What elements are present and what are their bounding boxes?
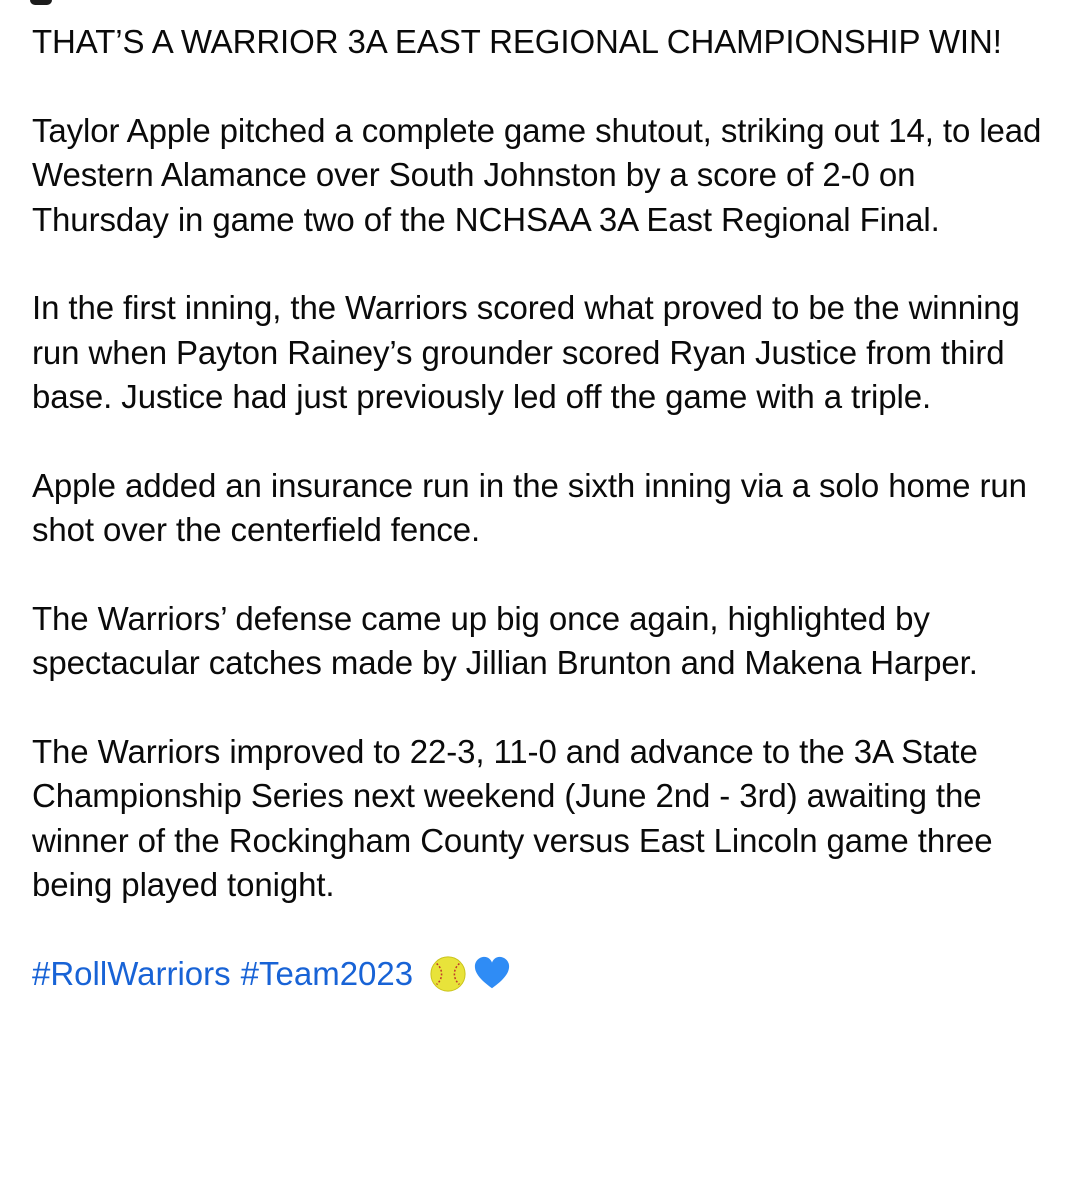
post-paragraph-pitching: Taylor Apple pitched a complete game shutout, striking out 14, to lead Western Alamance over South Johnston by a score of 2-0 on Thursday in game two of the NCHSAA 3A East Regional Final. xyxy=(32,111,1042,238)
hashtag-rollwarriors[interactable]: #RollWarriors xyxy=(32,954,231,992)
top-edge-fragment xyxy=(30,0,52,5)
post-paragraph-record: The Warriors improved to 22-3, 11-0 and advance to the 3A State Championship Series next weekend (June 2nd - 3rd) awaiting the winner of the Rockingham County versus East Lincoln game three being played tonight. xyxy=(32,732,993,903)
post-body xyxy=(32,20,1042,996)
post-paragraph-insurance-run: Apple added an insurance run in the sixth inning via a solo home run shot over the centerfield fence. xyxy=(32,466,1027,548)
softball-icon xyxy=(429,955,467,993)
post-paragraph-defense: The Warriors’ defense came up big once again, highlighted by spectacular catches made by Jillian Brunton and Makena Harper. xyxy=(32,599,978,681)
hashtag-team2023[interactable]: #Team2023 xyxy=(240,954,414,992)
hashtag-row xyxy=(32,952,1042,997)
blue-heart-icon xyxy=(473,955,511,993)
post-paragraph-headline: THAT’S A WARRIOR 3A EAST REGIONAL CHAMPIONSHIP WIN! xyxy=(32,23,1002,60)
post-paragraph-first-inning: In the first inning, the Warriors scored what proved to be the winning run when Payton Rainey’s grounder scored Ryan Justice from third base. Justice had just previously led off the game with a triple. xyxy=(32,289,1020,415)
